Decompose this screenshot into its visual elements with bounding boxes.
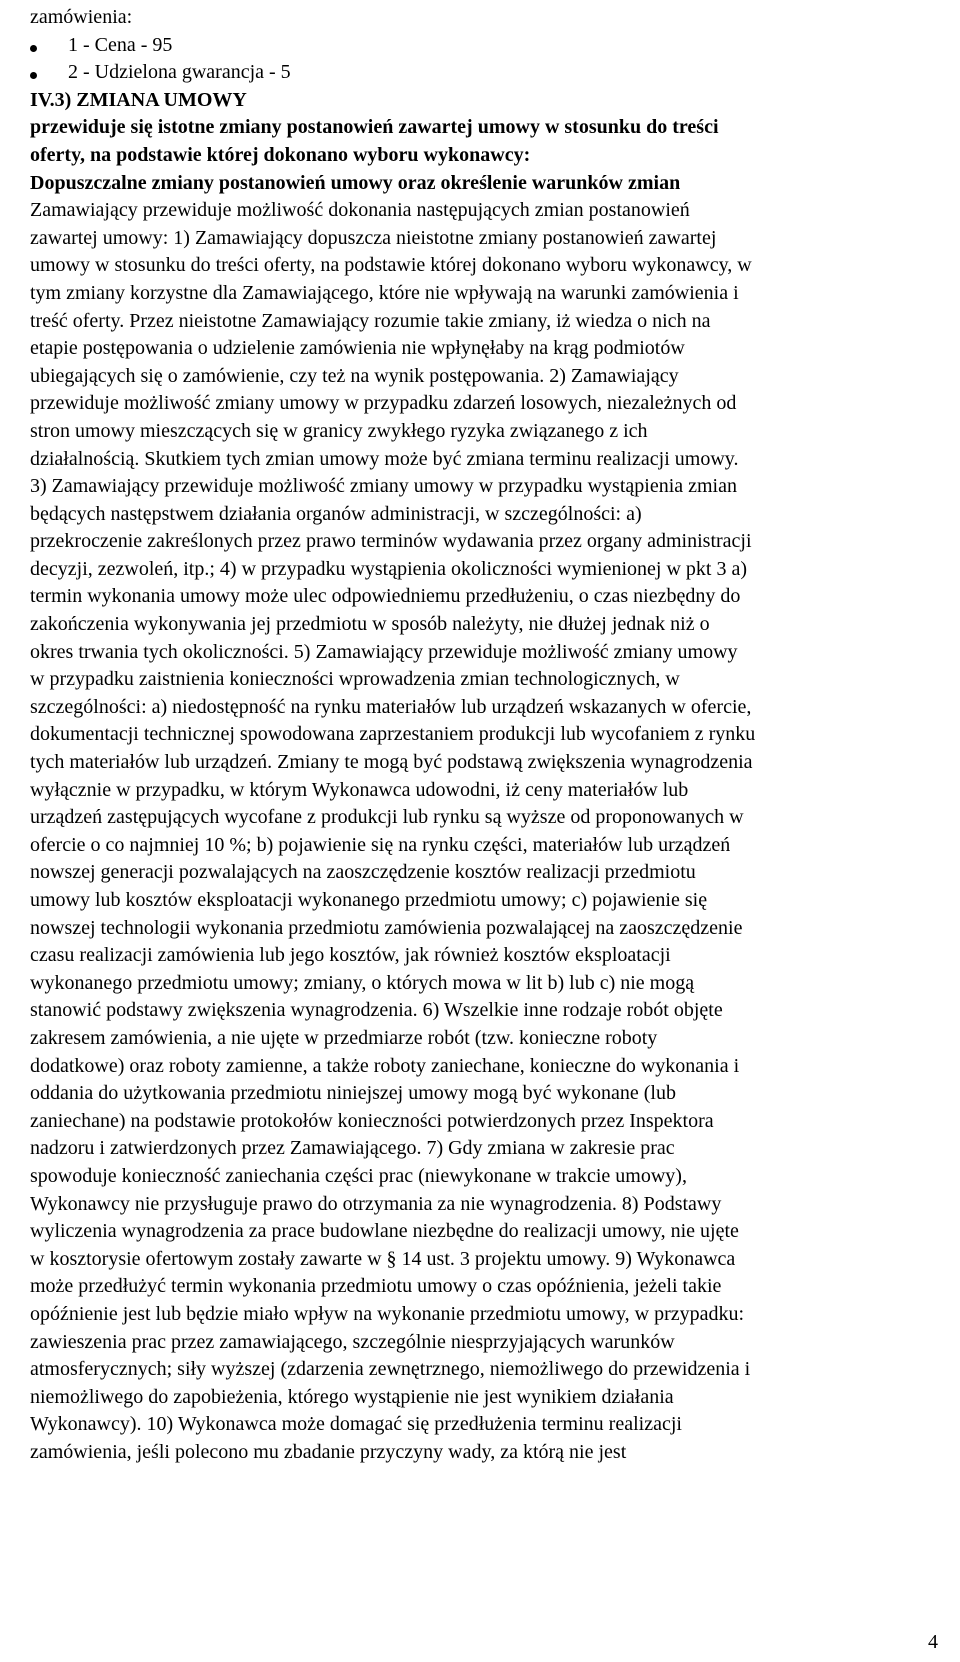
body-line: nadzoru i zatwierdzonych przez Zamawiającego. 7) Gdy zmiana w zakresie prac bbox=[30, 1137, 675, 1160]
body-line: przekroczenie zakreślonych przez prawo terminów wydawania przez organy administracji bbox=[30, 530, 752, 553]
body-line: niemożliwego do zapobieżenia, którego wystąpienie nie jest wynikiem działania bbox=[30, 1385, 674, 1408]
body-line: decyzji, zezwoleń, itp.; 4) w przypadku wystąpienia okoliczności wymienionej w pkt 3 a) bbox=[30, 557, 748, 580]
bold-line: przewiduje się istotne zmiany postanowień zawartej umowy w stosunku do treści bbox=[30, 116, 719, 139]
body-line: opóźnienie jest lub będzie miało wpływ na wykonanie przedmiotu umowy, w przypadku: bbox=[30, 1302, 745, 1325]
body-line: ubiegających się o zamówienie, czy też na wynik postępowania. 2) Zamawiający bbox=[30, 364, 679, 387]
body-line: nowszej technologii wykonania przedmiotu zamówienia pozwalającej na zaoszczędzenie bbox=[30, 916, 743, 939]
body-line: zakończenia wykonywania jej przedmiotu w sposób należyty, nie dłużej jednak niż o bbox=[30, 613, 710, 636]
body-line: będących następstwem działania organów administracji, w szczególności: a) bbox=[30, 502, 642, 525]
body-line: zamówienia, jeśli polecono mu zbadanie przyczyny wady, za którą nie jest bbox=[30, 1440, 627, 1463]
body-line: zakresem zamówienia, a nie ujęte w przedmiarze robót (tzw. konieczne roboty bbox=[30, 1026, 658, 1049]
body-line: Wykonawcy nie przysługuje prawo do otrzymania za nie wynagrodzenia. 8) Podstawy bbox=[30, 1192, 722, 1215]
body-line: wyliczenia wynagrodzenia za prace budowlane niezbędne do realizacji umowy, nie ujęte bbox=[30, 1220, 739, 1243]
body-line: stanowić podstawy zwiększenia wynagrodzenia. 6) Wszelkie inne rodzaje robót objęte bbox=[30, 999, 723, 1022]
criteria-list bbox=[30, 32, 942, 87]
bold-line: oferty, na podstawie której dokonano wyboru wykonawcy: bbox=[30, 143, 531, 166]
body-line: czasu realizacji zamówienia lub jego kosztów, jak również kosztów eksploatacji bbox=[30, 944, 671, 967]
body-line: dokumentacji technicznej spowodowana zaprzestaniem produkcji lub wycofaniem z rynku bbox=[30, 723, 756, 746]
body-line: spowoduje konieczność zaniechania części prac (niewykonane w trakcie umowy), bbox=[30, 1164, 687, 1187]
body-line: tych materiałów lub urządzeń. Zmiany te mogą być podstawą zwiększenia wynagrodzenia bbox=[30, 751, 753, 774]
body-line: wykonanego przedmiotu umowy; zmiany, o których mowa w lit b) lub c) nie mogą bbox=[30, 971, 695, 994]
bullet-icon bbox=[30, 72, 37, 79]
body-line: nowszej generacji pozwalających na zaoszczędzenie kosztów realizacji przedmiotu bbox=[30, 861, 696, 884]
body-line: dodatkowe) oraz roboty zamienne, a także roboty zaniechane, konieczne do wykonania i bbox=[30, 1054, 740, 1077]
body-line: może przedłużyć termin wykonania przedmiotu umowy o czas opóźnienia, jeżeli takie bbox=[30, 1275, 722, 1298]
body-line: umowy lub kosztów eksploatacji wykonanego przedmiotu umowy; c) pojawienie się bbox=[30, 889, 708, 911]
criterion-text: 1 - Cena - 95 bbox=[68, 33, 173, 56]
body-line: działalnością. Skutkiem tych zmian umowy może być zmiana terminu realizacji umowy. bbox=[30, 447, 739, 470]
body-line: Wykonawcy). 10) Wykonawca może domagać się przedłużenia terminu realizacji bbox=[30, 1413, 682, 1436]
body-line: urządzeń zastępujących wycofane z produkcji lub rynku są wyższe od proponowanych w bbox=[30, 806, 744, 829]
body-line: atmosferycznych; siły wyższej (zdarzenia zewnętrznego, niemożliwego do przewidzenia i bbox=[30, 1358, 751, 1381]
bold-line: Dopuszczalne zmiany postanowień umowy oraz określenie warunków zmian bbox=[30, 171, 681, 194]
bullet-icon bbox=[30, 45, 37, 52]
body-line: stron umowy mieszczących się w granicy zwykłego ryzyka związanego z ich bbox=[30, 419, 648, 442]
body-line: treść oferty. Przez nieistotne Zamawiający rozumie takie zmiany, iż wiedza o nich na bbox=[30, 309, 711, 332]
body-line: w kosztorysie ofertowym zostały zawarte w § 14 ust. 3 projektu umowy. 9) Wykonawca bbox=[30, 1247, 736, 1270]
body-line: termin wykonania umowy może ulec odpowiedniemu przedłużeniu, o czas niezbędny do bbox=[30, 585, 741, 608]
body-line: przewiduje możliwość zmiany umowy w przypadku zdarzeń losowych, niezależnych od bbox=[30, 392, 737, 415]
body-line: zaniechane) na podstawie protokołów konieczności potwierdzonych przez Inspektora bbox=[30, 1109, 714, 1132]
body-line: zawartej umowy: 1) Zamawiający dopuszcza nieistotne zmiany postanowień zawartej bbox=[30, 226, 717, 249]
list-item bbox=[30, 59, 942, 87]
body-line: etapie postępowania o udzielenie zamówienia nie wpłynęłaby na krąg podmiotów bbox=[30, 337, 685, 360]
section-heading: IV.3) ZMIANA UMOWY bbox=[30, 88, 247, 111]
body-line: tym zmiany korzystne dla Zamawiającego, które nie wpływają na warunki zamówienia i bbox=[30, 281, 739, 304]
body-line: oddania do użytkowania przedmiotu niniejszej umowy mogą być wykonane (lub bbox=[30, 1082, 676, 1105]
body-line: wyłącznie w przypadku, w którym Wykonawca udowodni, iż ceny materiałów lub bbox=[30, 778, 689, 801]
page-number: 4 bbox=[928, 1631, 938, 1653]
body-line: 3) Zamawiający przewiduje możliwość zmiany umowy w przypadku wystąpienia zmian bbox=[30, 475, 737, 498]
body-line: ofercie o co najmniej 10 %; b) pojawienie się na rynku części, materiałów lub urządzeń bbox=[30, 833, 731, 856]
body-line: Zamawiający przewiduje możliwość dokonania następujących zmian postanowień bbox=[30, 199, 690, 222]
intro-label: zamówienia: bbox=[30, 6, 133, 28]
criterion-text: 2 - Udzielona gwarancja - 5 bbox=[68, 61, 291, 84]
body-line: zawieszenia prac przez zamawiającego, szczególnie niesprzyjających warunków bbox=[30, 1330, 675, 1353]
body-line: szczególności: a) niedostępność na rynku materiałów lub urządzeń wskazanych w ofercie, bbox=[30, 695, 752, 718]
body-paragraph bbox=[30, 197, 942, 1466]
document-content bbox=[30, 4, 942, 1466]
body-line: umowy w stosunku do treści oferty, na podstawie której dokonano wyboru wykonawcy, w bbox=[30, 254, 752, 277]
body-line: w przypadku zaistnienia konieczności wprowadzenia zmian technologicznych, w bbox=[30, 668, 680, 691]
list-item bbox=[30, 32, 942, 60]
body-line: okres trwania tych okoliczności. 5) Zamawiający przewiduje możliwość zmiany umowy bbox=[30, 640, 738, 663]
